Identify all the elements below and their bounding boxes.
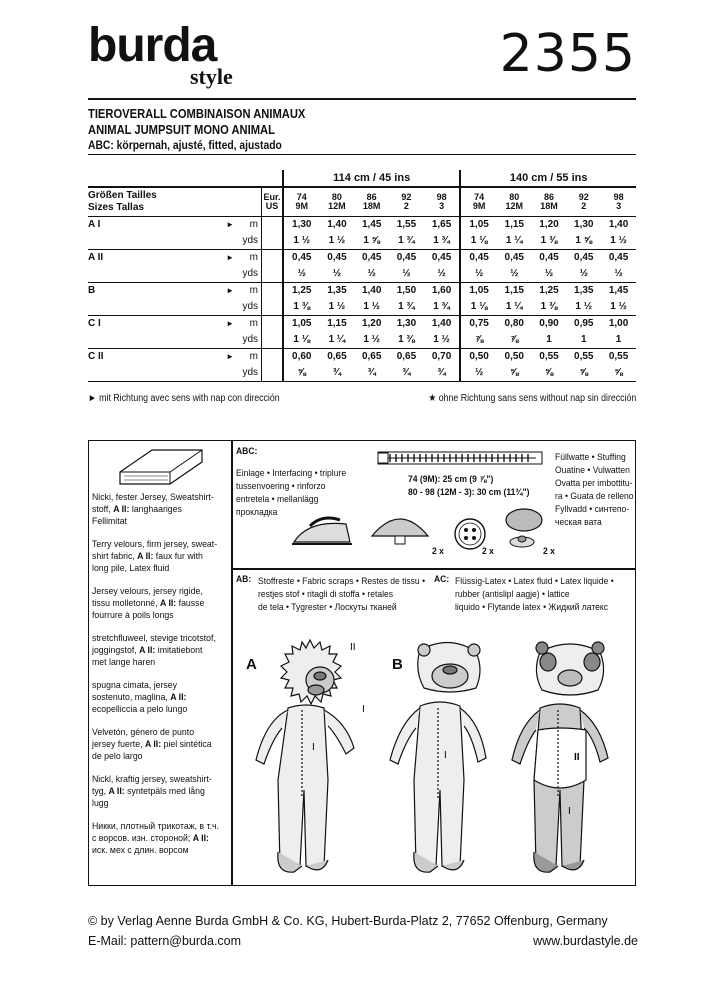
table-cell: ¾ [354, 365, 389, 382]
view-label-b: B [392, 656, 403, 673]
stuffing-4: ra • Guata de relleno [555, 491, 634, 502]
size-header-b: 80 12M [497, 187, 532, 217]
table-cell: ⅝ [497, 365, 532, 382]
table-cell: 0,60 [283, 349, 320, 366]
table-cell: 1,45 [608, 285, 629, 296]
table-cell: 0,95 [574, 318, 594, 329]
table-cell: 0,65 [361, 351, 382, 362]
footer-email[interactable]: E-Mail: pattern@burda.com [88, 934, 242, 948]
fabric-recommendation: stretchfluweel, stevige tricotstof, joggingstof, A II: imitatiebont met lange haren [92, 633, 216, 668]
piece-label: A II ► [88, 252, 234, 263]
table-cell: 1 ⅜ [283, 299, 320, 316]
size-header-a: 74 9M [283, 187, 320, 217]
table-cell: ⅝ [566, 365, 601, 382]
table-cell: ½ [389, 266, 424, 283]
us-label: US [265, 201, 279, 211]
interfacing-3: entretela • mellanlägg [236, 494, 319, 505]
stuffing-5: Fyllvadd • синтепо- [555, 504, 630, 515]
table-cell: 1,35 [327, 285, 347, 296]
qty-buttons: 2 x [482, 546, 494, 557]
scraps-3: de tela • Tygrester • Лоскуты тканей [258, 602, 397, 613]
table-row: yds ⅝ ¾ ¾ ¾ ¾ ½ ⅝ ⅝ ⅝ ⅝ [88, 365, 636, 382]
table-cell: 1 ⅜ [389, 332, 424, 349]
size-label-1: Größen Tailles [88, 190, 157, 201]
table-cell: 1,60 [431, 285, 452, 296]
interfacing-4: прокладка [236, 507, 278, 518]
stuffing-2: Ouatine • Vulwatten [555, 465, 630, 476]
size-label-2: Sizes Tallas [88, 202, 144, 213]
stuffing-6: ческая вата [555, 517, 602, 528]
size-header-a: 98 3 [424, 187, 461, 217]
title-line-1: TIEROVERALL COMBINAISON ANIMAUX [88, 106, 306, 121]
table-cell: 1 ½ [354, 299, 389, 316]
table-cell: ½ [424, 266, 461, 283]
table-cell: 1 ⅜ [532, 299, 567, 316]
size-header-b: 98 3 [601, 187, 636, 217]
view-label-a: A [246, 656, 257, 673]
table-cell: 0,45 [327, 252, 347, 263]
table-cell: ½ [320, 266, 355, 283]
piece-label: B ► [88, 285, 234, 296]
table-cell: 1 ⅝ [354, 233, 389, 250]
table-cell: 1 ½ [566, 299, 601, 316]
table-cell: 0,50 [504, 351, 524, 362]
table-cell: 1,25 [539, 285, 559, 296]
size-header-b: 74 9M [460, 187, 497, 217]
scraps-1: Stoffreste • Fabric scraps • Restes de tissu • [258, 576, 426, 587]
fabric-recommendation: Velvetón, género de punto jersey fuerte, A II: piel sintética de pelo largo [92, 727, 212, 762]
piece-label: C II ► [88, 351, 234, 362]
table-cell: ⅞ [497, 332, 532, 349]
table-cell: ½ [601, 266, 636, 283]
box-divider-horizontal [231, 568, 636, 570]
table-cell: ¾ [424, 365, 461, 382]
table-cell: 1,40 [327, 219, 347, 230]
table-cell: ½ [460, 365, 497, 382]
table-cell: 0,70 [431, 351, 452, 362]
table-cell: 1,25 [283, 283, 320, 300]
table-cell: 1,35 [574, 285, 594, 296]
interfacing-2: tussenvoering • rinforzo [236, 481, 326, 492]
table-cell: 1,00 [608, 318, 629, 329]
brand-logo: burda [88, 19, 217, 72]
table-cell: 1 [532, 332, 567, 349]
size-header-a: 86 18M [354, 187, 389, 217]
table-cell: 1 ⅜ [532, 233, 567, 250]
zipper-length-1: 74 (9M): 25 cm (9 ⅞") [408, 474, 494, 485]
table-cell: 1 ½ [424, 332, 461, 349]
table-cell: 1,05 [283, 316, 320, 333]
table-row: B ► m 1,25 1,35 1,40 1,50 1,60 1,05 1,15 1,25 1,35 1,45 [88, 283, 636, 300]
table-cell: ½ [283, 266, 320, 283]
table-cell: 1 ⅛ [283, 332, 320, 349]
table-cell: 0,45 [361, 252, 382, 263]
table-cell: 0,55 [539, 351, 559, 362]
table-cell: 1 ¾ [389, 299, 424, 316]
interfacing-1: Einlage • Interfacing • triplure [236, 468, 347, 479]
latex-1: Flüssig-Latex • Latex fluid • Latex liquide • [455, 576, 614, 587]
footer-website[interactable]: www.burdastyle.de [533, 934, 638, 948]
table-cell: 1 ¾ [424, 233, 461, 250]
table-row: C II ► m 0,60 0,65 0,65 0,65 0,70 0,50 0,50 0,55 0,55 0,55 [88, 349, 636, 366]
table-cell: 0,55 [608, 351, 629, 362]
fabric-swatch-icon [118, 446, 204, 490]
table-row: A II ► m 0,45 0,45 0,45 0,45 0,45 0,45 0,45 0,45 0,45 0,45 [88, 250, 636, 267]
pattern-number: 2355 [499, 24, 636, 84]
table-cell: ½ [354, 266, 389, 283]
size-header-b: 86 18M [532, 187, 567, 217]
fabric-recommendation: Jersey velours, jersey rigide, tissu molletonné, A II: fausse fourrure à poils longs [92, 586, 205, 621]
zipper-icon [376, 448, 546, 468]
table-cell: 1,30 [283, 217, 320, 234]
table-cell: ¾ [389, 365, 424, 382]
size-header-b: 92 2 [566, 187, 601, 217]
table-cell: 1,15 [504, 219, 524, 230]
table-cell: 1 [566, 332, 601, 349]
table-row: A I ► m 1,30 1,40 1,45 1,55 1,65 1,05 1,15 1,20 1,30 1,40 [88, 217, 636, 234]
piece-label-c-ii: II [574, 752, 580, 763]
table-cell: 0,75 [460, 316, 497, 333]
table-cell: 1,45 [361, 219, 382, 230]
width-a-header: 114 cm / 45 ins [283, 170, 460, 187]
table-cell: 1,20 [361, 318, 382, 329]
piece-label-c-i: I [568, 806, 571, 817]
table-cell: 1,15 [327, 318, 347, 329]
size-header-a: 92 2 [389, 187, 424, 217]
table-cell: 1 [601, 332, 636, 349]
stuffing-3: Ovatta per imbottitu- [555, 478, 633, 489]
table-cell: ¾ [320, 365, 355, 382]
table-cell: 1 ¾ [424, 299, 461, 316]
piece-label-a-ii: II [350, 642, 356, 653]
table-cell: ½ [497, 266, 532, 283]
table-cell: 1 ¼ [497, 233, 532, 250]
fit-line: ABC: körpernah, ajusté, fitted, ajustado [88, 138, 282, 152]
iron-icon [288, 512, 358, 552]
table-cell: 0,80 [504, 318, 524, 329]
table-cell: 1 ¾ [389, 233, 424, 250]
table-cell: ½ [532, 266, 567, 283]
nap-legend-with: ► mit Richtung avec sens with nap con dirección [88, 393, 280, 404]
table-cell: 0,45 [608, 252, 629, 263]
jumpsuit-illustration-a [236, 630, 376, 880]
fabric-recommendation: Никки, плотный трикотаж, в т.ч. с ворсов. изн. стороной; A II: иск. мех с длин. ворсом [92, 821, 219, 856]
table-cell: 1 ⅛ [460, 299, 497, 316]
eu-label: Eur. [263, 192, 281, 202]
piece-label-b-i: I [444, 750, 447, 761]
latex-3: liquido • Flytande latex • Жидкий латекс [455, 602, 609, 613]
table-cell: 1,30 [396, 318, 417, 329]
table-cell: 0,65 [327, 351, 347, 362]
table-cell: 0,45 [431, 252, 452, 263]
table-cell: 1,40 [608, 219, 629, 230]
table-cell: 1 ½ [320, 299, 355, 316]
table-cell: 1,05 [460, 283, 497, 300]
table-cell: 1 ½ [283, 233, 320, 250]
header-rule [88, 98, 636, 100]
piece-label-a-i: I [312, 742, 315, 753]
fabric-recommendation: spugna cimata, jersey sostenuto, maglina, A II: ecopelliccia a pelo lungo [92, 680, 188, 715]
table-cell: 0,45 [504, 252, 524, 263]
piece-label: A I ► [88, 219, 234, 230]
jumpsuit-illustration-c [500, 630, 630, 880]
brand-logo-sub: style [190, 64, 233, 89]
table-cell: 0,65 [396, 351, 417, 362]
table-cell: 1,20 [539, 219, 559, 230]
table-cell: 1 ⅛ [460, 233, 497, 250]
box-divider-vertical [231, 440, 233, 886]
fabric-recommendation: Nicki, fester Jersey, Sweatshirt-stoff, A II: langhaariges Fellimitat [92, 492, 214, 527]
table-cell: 1,55 [396, 219, 417, 230]
table-cell: ⅝ [601, 365, 636, 382]
zipper-length-2: 80 - 98 (12M - 3): 30 cm (11¾") [408, 487, 530, 498]
table-cell: 0,45 [539, 252, 559, 263]
nap-legend-without: ★ ohne Richtung sans sens without nap sin dirección [428, 393, 636, 404]
table-cell: 0,45 [283, 250, 320, 267]
title-rule [88, 154, 636, 155]
table-cell: 1 ⅝ [566, 233, 601, 250]
footer-copyright: © by Verlag Aenne Burda GmbH & Co. KG, Hubert-Burda-Platz 2, 77652 Offenburg, Germany [88, 914, 608, 928]
title-line-2: ANIMAL JUMPSUIT MONO ANIMAL [88, 122, 275, 137]
table-cell: 1 ½ [354, 332, 389, 349]
width-b-header: 140 cm / 55 ins [460, 170, 636, 187]
table-cell: 1,50 [396, 285, 417, 296]
yardage-table [88, 170, 636, 382]
stuffing-1: Füllwatte • Stuffing [555, 452, 626, 463]
latex-2: rubber (antislipl aagje) • lattice [455, 589, 570, 600]
table-cell: 0,50 [460, 349, 497, 366]
table-cell: 1 ¼ [320, 332, 355, 349]
table-cell: 0,55 [574, 351, 594, 362]
table-cell: 1 ½ [601, 233, 636, 250]
table-cell: 1,05 [460, 217, 497, 234]
fabric-recommendation: Nickl, kraftig jersey, sweatshirt-tyg, A II: syntetpäls med lång lugg [92, 774, 212, 809]
table-cell: 0,90 [539, 318, 559, 329]
dome-button-icon [368, 510, 432, 550]
table-cell: 1 ½ [601, 299, 636, 316]
ac-label: AC: [434, 574, 450, 585]
qty-dome-buttons: 2 x [432, 546, 444, 557]
table-row: yds 1 ⅛ 1 ¼ 1 ½ 1 ⅜ 1 ½ ⅞ ⅞ 1 1 1 [88, 332, 636, 349]
table-cell: 1,15 [504, 285, 524, 296]
table-cell: 1,40 [361, 285, 382, 296]
table-cell: 1 ½ [320, 233, 355, 250]
table-cell: ⅝ [532, 365, 567, 382]
table-cell: 0,45 [574, 252, 594, 263]
fabric-recommendation: Terry velours, firm jersey, sweat-shirt fabric, A II: faux fur with long pile, Latex fluid [92, 539, 218, 574]
table-cell: ½ [566, 266, 601, 283]
piece-label: C I ► [88, 318, 234, 329]
table-cell: 1,65 [431, 219, 452, 230]
table-cell: 0,45 [460, 250, 497, 267]
table-row: yds ½ ½ ½ ½ ½ ½ ½ ½ ½ ½ [88, 266, 636, 283]
abc-label: ABC: [236, 446, 258, 457]
ab-label: AB: [236, 574, 252, 585]
table-row: yds 1 ½ 1 ½ 1 ⅝ 1 ¾ 1 ¾ 1 ⅛ 1 ¼ 1 ⅜ 1 ⅝ 1 ½ [88, 233, 636, 250]
table-cell: 0,45 [396, 252, 417, 263]
piece-label-a-i-head: I [362, 704, 365, 715]
jumpsuit-illustration-b [380, 630, 500, 880]
table-cell: 1,40 [431, 318, 452, 329]
snap-fastener-icon [500, 506, 546, 552]
size-header-a: 80 12M [320, 187, 355, 217]
table-cell: 1 ¼ [497, 299, 532, 316]
table-cell: ⅝ [283, 365, 320, 382]
table-cell: ⅞ [460, 332, 497, 349]
qty-snaps: 2 x [543, 546, 555, 557]
table-cell: ½ [460, 266, 497, 283]
table-row: C I ► m 1,05 1,15 1,20 1,30 1,40 0,75 0,80 0,90 0,95 1,00 [88, 316, 636, 333]
table-cell: 1,30 [574, 219, 594, 230]
scraps-2: restjes stof • ritagli di stoffa • retales [258, 589, 394, 600]
table-row: yds 1 ⅜ 1 ½ 1 ½ 1 ¾ 1 ¾ 1 ⅛ 1 ¼ 1 ⅜ 1 ½ 1 ½ [88, 299, 636, 316]
